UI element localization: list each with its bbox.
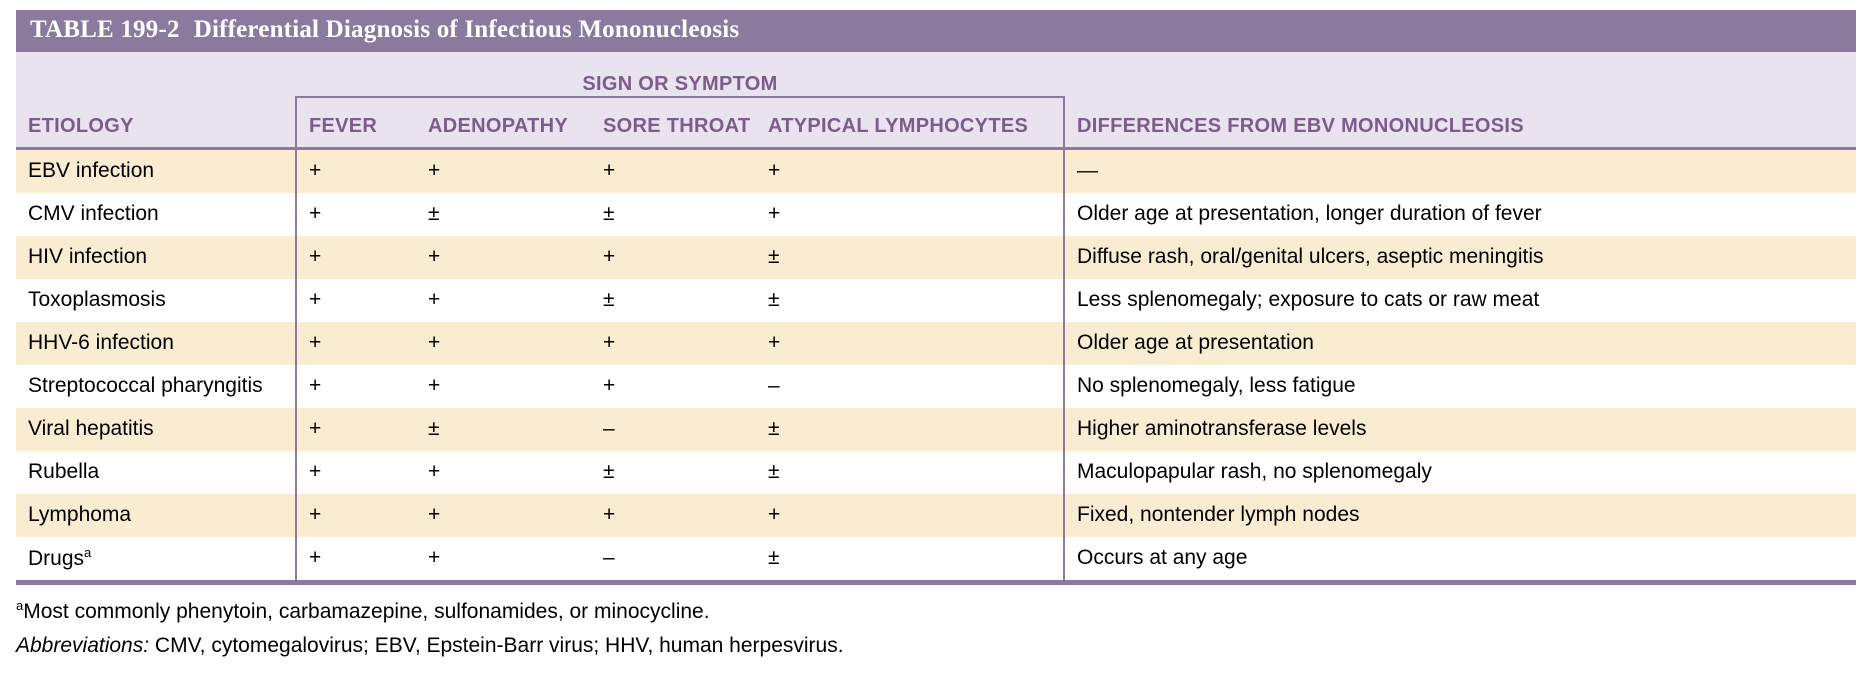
abbreviations-text: CMV, cytomegalovirus; EBV, Epstein-Barr virus; HHV, human herpesvirus. (154, 634, 844, 658)
table-row (16, 537, 1856, 580)
cell-fever: + (296, 537, 416, 580)
column-header-sore-throat: SORE THROAT (591, 97, 756, 147)
group-header-spacer-etiology (16, 52, 296, 97)
abbreviations-line (16, 629, 1856, 664)
cell-atypical-lymphocytes: + (756, 150, 1064, 193)
cell-differences: No splenomegaly, less fatigue (1064, 365, 1856, 408)
group-header-spacer-differences (1064, 52, 1856, 97)
table-row (16, 451, 1856, 494)
footnote-marker: a (16, 597, 24, 613)
column-header-adenopathy: ADENOPATHY (416, 97, 591, 147)
cell-etiology: HIV infection (16, 236, 296, 279)
table-row (16, 150, 1856, 193)
cell-sore-throat: + (591, 150, 756, 193)
cell-adenopathy: + (416, 537, 591, 580)
table-title: Differential Diagnosis of Infectious Mononucleosis (193, 16, 740, 43)
table-row (16, 193, 1856, 236)
cell-adenopathy: ± (416, 408, 591, 451)
differential-diagnosis-table (16, 10, 1856, 580)
cell-differences: Maculopapular rash, no splenomegaly (1064, 451, 1856, 494)
cell-etiology: Streptococcal pharyngitis (16, 365, 296, 408)
cell-sore-throat: – (591, 537, 756, 580)
cell-sore-throat: ± (591, 279, 756, 322)
cell-sore-throat: + (591, 494, 756, 537)
cell-fever: + (296, 193, 416, 236)
cell-etiology: EBV infection (16, 150, 296, 193)
cell-sore-throat: + (591, 322, 756, 365)
cell-fever: + (296, 150, 416, 193)
cell-etiology: Lymphoma (16, 494, 296, 537)
cell-differences: Occurs at any age (1064, 537, 1856, 580)
cell-atypical-lymphocytes: + (756, 494, 1064, 537)
cell-differences: Less splenomegaly; exposure to cats or raw meat (1064, 279, 1856, 322)
group-header-sign-or-symptom: SIGN OR SYMPTOM (296, 52, 1064, 97)
cell-etiology: HHV-6 infection (16, 322, 296, 365)
cell-differences: Older age at presentation, longer duration of fever (1064, 193, 1856, 236)
cell-adenopathy: + (416, 236, 591, 279)
cell-atypical-lymphocytes: ± (756, 408, 1064, 451)
table-title-cell (16, 10, 1856, 52)
cell-atypical-lymphocytes: ± (756, 236, 1064, 279)
table-bottom-rule (16, 580, 1856, 585)
cell-etiology: Rubella (16, 451, 296, 494)
cell-atypical-lymphocytes: + (756, 193, 1064, 236)
cell-fever: + (296, 451, 416, 494)
table-footnotes (16, 595, 1856, 664)
cell-differences: Higher aminotransferase levels (1064, 408, 1856, 451)
table-row (16, 494, 1856, 537)
column-header-fever: FEVER (296, 97, 416, 147)
table-number: TABLE 199-2 (30, 16, 180, 43)
footnote-a-text: Most commonly phenytoin, carbamazepine, sulfonamides, or minocycline. (23, 599, 710, 623)
cell-etiology-footnote-marker: a (84, 544, 92, 560)
cell-differences: Older age at presentation (1064, 322, 1856, 365)
table-row (16, 408, 1856, 451)
cell-sore-throat: + (591, 236, 756, 279)
column-header-atypical-lymphocytes: ATYPICAL LYMPHOCYTES (756, 97, 1064, 147)
cell-atypical-lymphocytes: – (756, 365, 1064, 408)
cell-fever: + (296, 408, 416, 451)
cell-adenopathy: + (416, 279, 591, 322)
cell-atypical-lymphocytes: + (756, 322, 1064, 365)
cell-atypical-lymphocytes: ± (756, 451, 1064, 494)
cell-etiology: CMV infection (16, 193, 296, 236)
table-group-header-row (16, 52, 1856, 97)
cell-etiology-label: Drugs (28, 546, 85, 570)
table-row (16, 322, 1856, 365)
column-header-etiology: ETIOLOGY (16, 97, 296, 147)
cell-differences: — (1064, 150, 1856, 193)
cell-etiology (16, 537, 296, 580)
cell-fever: + (296, 236, 416, 279)
cell-differences: Diffuse rash, oral/genital ulcers, aseptic meningitis (1064, 236, 1856, 279)
cell-sore-throat: ± (591, 193, 756, 236)
cell-fever: + (296, 279, 416, 322)
cell-adenopathy: + (416, 494, 591, 537)
cell-adenopathy: + (416, 365, 591, 408)
cell-fever: + (296, 322, 416, 365)
cell-atypical-lymphocytes: ± (756, 279, 1064, 322)
table-container (16, 10, 1856, 580)
footnote-a (16, 595, 1856, 630)
table-column-header-row (16, 97, 1856, 147)
cell-sore-throat: ± (591, 451, 756, 494)
cell-adenopathy: + (416, 451, 591, 494)
cell-etiology: Toxoplasmosis (16, 279, 296, 322)
column-header-differences: DIFFERENCES FROM EBV MONONUCLEOSIS (1064, 97, 1856, 147)
cell-adenopathy: ± (416, 193, 591, 236)
table-row (16, 236, 1856, 279)
cell-atypical-lymphocytes: ± (756, 537, 1064, 580)
table-row (16, 365, 1856, 408)
table-row (16, 279, 1856, 322)
cell-differences: Fixed, nontender lymph nodes (1064, 494, 1856, 537)
cell-etiology: Viral hepatitis (16, 408, 296, 451)
cell-sore-throat: – (591, 408, 756, 451)
cell-fever: + (296, 494, 416, 537)
cell-adenopathy: + (416, 150, 591, 193)
table-title-bar (16, 10, 1856, 52)
cell-sore-throat: + (591, 365, 756, 408)
cell-adenopathy: + (416, 322, 591, 365)
abbreviations-label: Abbreviations: (16, 634, 150, 658)
cell-fever: + (296, 365, 416, 408)
